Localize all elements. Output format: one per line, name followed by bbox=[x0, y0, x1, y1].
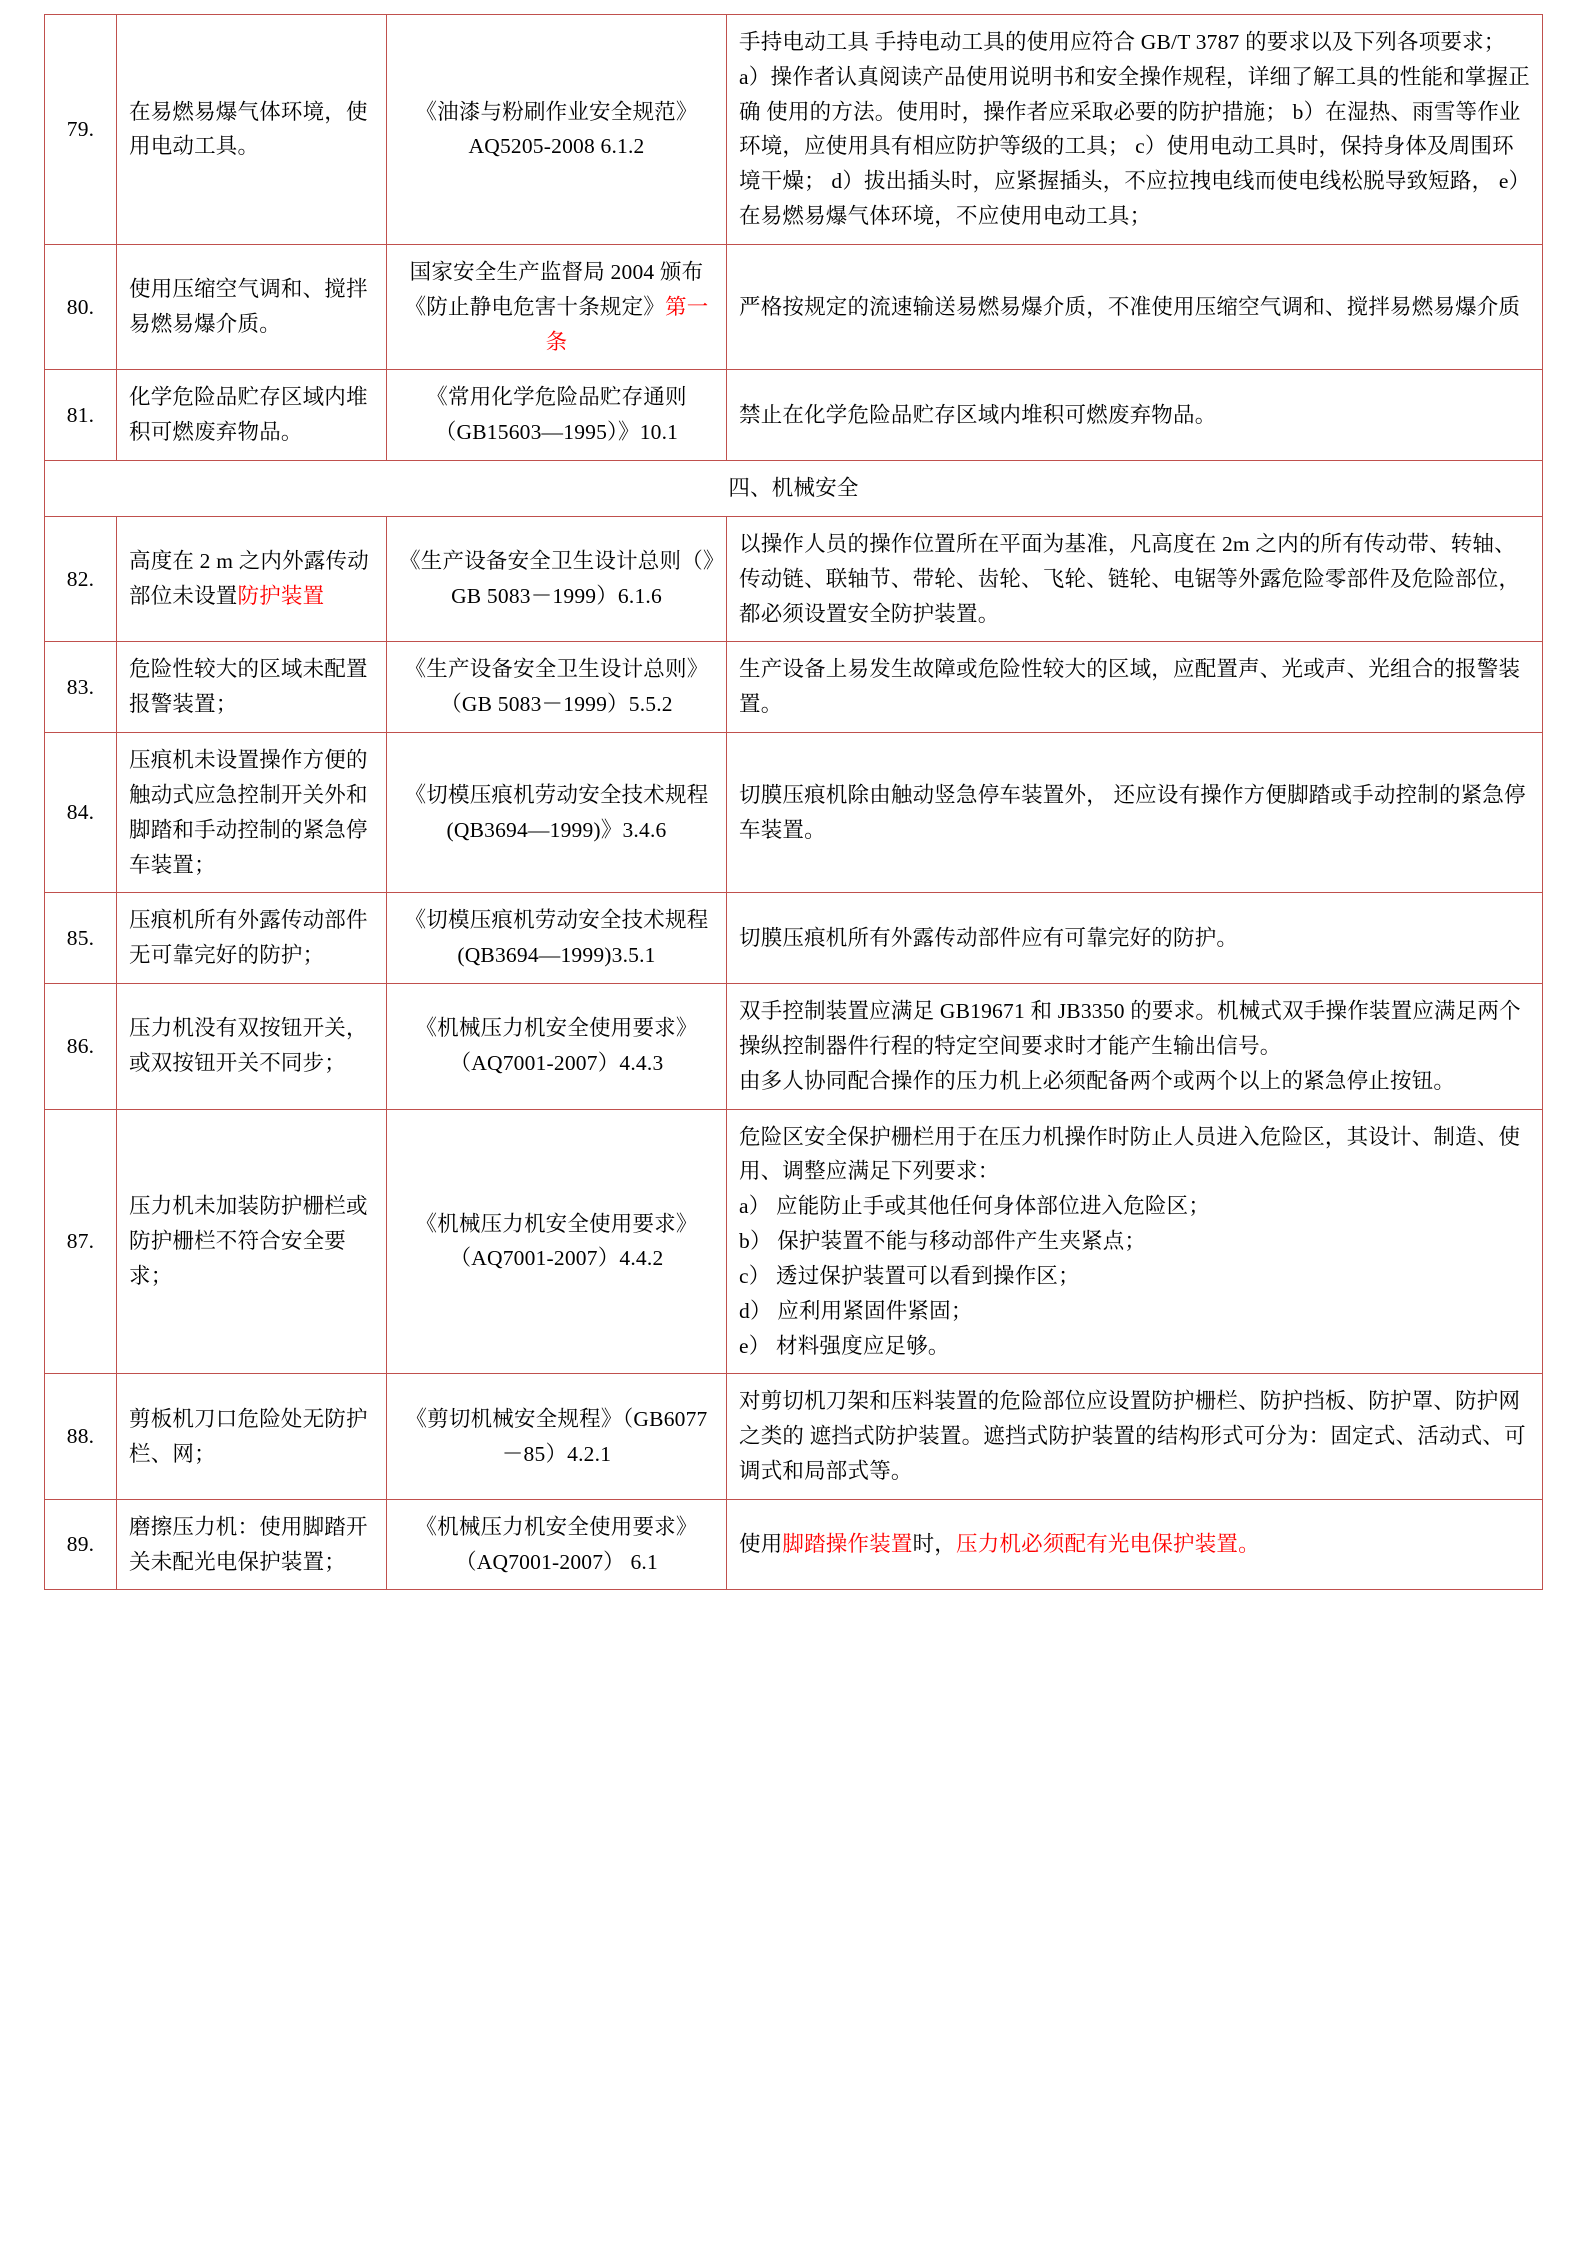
reference-text: 国家安全生产监督局 2004 颁布《防止静电危害十条规定》 bbox=[404, 259, 704, 319]
row-description: 生产设备上易发生故障或危险性较大的区域，应配置声、光或声、光组合的报警装置。 bbox=[727, 642, 1543, 733]
description-highlight: 脚踏操作装置 bbox=[782, 1532, 913, 1557]
row-reference: 《油漆与粉刷作业安全规范》AQ5205-2008 6.1.2 bbox=[387, 15, 727, 245]
row-number: 86. bbox=[45, 984, 117, 1109]
description-text: 使用 bbox=[739, 1532, 783, 1557]
row-item: 危险性较大的区域未配置报警装置； bbox=[117, 642, 387, 733]
row-item: 在易燃易爆气体环境，使用电动工具。 bbox=[117, 15, 387, 245]
row-reference bbox=[387, 244, 727, 369]
table-row bbox=[45, 15, 1543, 245]
table-row bbox=[45, 893, 1543, 984]
row-item: 使用压缩空气调和、搅拌易燃易爆介质。 bbox=[117, 244, 387, 369]
table-row bbox=[45, 1374, 1543, 1499]
row-item: 压痕机未设置操作方便的触动式应急控制开关外和脚踏和手动控制的紧急停车装置； bbox=[117, 733, 387, 893]
section-heading: 四、机械安全 bbox=[45, 461, 1543, 517]
row-item bbox=[117, 516, 387, 641]
row-description: 禁止在化学危险品贮存区域内堆积可燃废弃物品。 bbox=[727, 370, 1543, 461]
row-reference: 《生产设备安全卫生设计总则（》GB 5083－1999）6.1.6 bbox=[387, 516, 727, 641]
row-number: 87. bbox=[45, 1109, 117, 1374]
description-highlight: 压力机必须配有光电保护装置。 bbox=[956, 1532, 1260, 1557]
table-row bbox=[45, 984, 1543, 1109]
description-paragraph: 双手控制装置应满足 GB19671 和 JB3350 的要求。机械式双手操作装置应满足两个操纵控制器件行程的特定空间要求时才能产生输出信号。 bbox=[739, 999, 1521, 1058]
table-row bbox=[45, 244, 1543, 369]
row-number: 82. bbox=[45, 516, 117, 641]
row-item: 压力机没有双按钮开关，或双按钮开关不同步； bbox=[117, 984, 387, 1109]
row-description bbox=[727, 984, 1543, 1109]
row-description bbox=[727, 1109, 1543, 1374]
table-row bbox=[45, 516, 1543, 641]
description-list-item: e） 材料强度应足够。 bbox=[739, 1333, 950, 1358]
description-intro: 危险区安全保护栅栏用于在压力机操作时防止人员进入危险区，其设计、制造、使用、调整应满足下列要求： bbox=[739, 1124, 1521, 1184]
row-description: 手持电动工具 手持电动工具的使用应符合 GB/T 3787 的要求以及下列各项要求； a）操作者认真阅读产品使用说明书和安全操作规程，详细了解工具的性能和掌握正确 使用的方法。使用时，操作者应采取必要的防护措施； b）在湿热、雨雪等作业环境，应使用具有相应防护等级的工具； c）使用电动工具时，保持身体及周围环境干燥； d）拔出插头时，应紧握插头，不应拉拽电线而使电线松脱导致短路， e）在易燃易爆气体环境，不应使用电动工具； bbox=[727, 15, 1543, 245]
description-text: 时， bbox=[912, 1532, 957, 1557]
reference-highlight: 第一条 bbox=[545, 294, 709, 354]
safety-checklist-table bbox=[44, 14, 1543, 1590]
row-number: 81. bbox=[45, 370, 117, 461]
row-reference: 《常用化学危险品贮存通则（GB15603—1995）》10.1 bbox=[387, 370, 727, 461]
description-list-item: b） 保护装置不能与移动部件产生夹紧点； bbox=[739, 1229, 1147, 1254]
description-paragraph: 由多人协同配合操作的压力机上必须配备两个或两个以上的紧急停止按钮。 bbox=[739, 1068, 1456, 1093]
row-description: 切膜压痕机除由触动竖急停车装置外， 还应设有操作方便脚踏或手动控制的紧急停车装置。 bbox=[727, 733, 1543, 893]
row-description: 以操作人员的操作位置所在平面为基准，凡高度在 2m 之内的所有传动带、转轴、传动链、联轴节、带轮、齿轮、飞轮、链轮、电锯等外露危险零部件及危险部位，都必须设置安全防护装置。 bbox=[727, 516, 1543, 641]
row-description: 切膜压痕机所有外露传动部件应有可靠完好的防护。 bbox=[727, 893, 1543, 984]
row-item: 压力机未加装防护栅栏或防护栅栏不符合安全要求； bbox=[117, 1109, 387, 1374]
row-item: 压痕机所有外露传动部件无可靠完好的防护； bbox=[117, 893, 387, 984]
row-number: 84. bbox=[45, 733, 117, 893]
row-item: 剪板机刀口危险处无防护栏、网； bbox=[117, 1374, 387, 1499]
row-reference: 《切模压痕机劳动安全技术规程(QB3694—1999)3.5.1 bbox=[387, 893, 727, 984]
row-reference: 《切模压痕机劳动安全技术规程(QB3694—1999)》3.4.6 bbox=[387, 733, 727, 893]
description-list-item: c） 透过保护装置可以看到操作区； bbox=[739, 1263, 1080, 1288]
row-reference: 《生产设备安全卫生设计总则》（GB 5083－1999）5.5.2 bbox=[387, 642, 727, 733]
table-row bbox=[45, 733, 1543, 893]
row-number: 79. bbox=[45, 15, 117, 245]
table-row bbox=[45, 1109, 1543, 1374]
row-item: 化学危险品贮存区域内堆积可燃废弃物品。 bbox=[117, 370, 387, 461]
row-reference: 《剪切机械安全规程》（GB6077－85）4.2.1 bbox=[387, 1374, 727, 1499]
row-description bbox=[727, 1499, 1543, 1590]
section-heading-row bbox=[45, 461, 1543, 517]
row-reference: 《机械压力机安全使用要求》（AQ7001-2007）4.4.3 bbox=[387, 984, 727, 1109]
row-number: 89. bbox=[45, 1499, 117, 1590]
row-item: 磨擦压力机：使用脚踏开关未配光电保护装置； bbox=[117, 1499, 387, 1590]
row-number: 85. bbox=[45, 893, 117, 984]
row-item-highlight: 防护装置 bbox=[237, 584, 325, 609]
row-number: 83. bbox=[45, 642, 117, 733]
row-description: 严格按规定的流速输送易燃易爆介质，不准使用压缩空气调和、搅拌易燃易爆介质 bbox=[727, 244, 1543, 369]
table-row bbox=[45, 370, 1543, 461]
row-description: 对剪切机刀架和压料装置的危险部位应设置防护栅栏、防护挡板、防护罩、防护网之类的 遮挡式防护装置。遮挡式防护装置的结构形式可分为：固定式、活动式、可调式和局部式等。 bbox=[727, 1374, 1543, 1499]
description-list-item: d） 应利用紧固件紧固； bbox=[739, 1298, 973, 1323]
description-list-item: a） 应能防止手或其他任何身体部位进入危险区； bbox=[739, 1194, 1211, 1219]
row-number: 80. bbox=[45, 244, 117, 369]
row-reference: 《机械压力机安全使用要求》（AQ7001-2007）4.4.2 bbox=[387, 1109, 727, 1374]
table-row bbox=[45, 1499, 1543, 1590]
table-row bbox=[45, 642, 1543, 733]
row-item-text: 高度在 2 m 之内外露传动部位未设置 bbox=[129, 549, 369, 609]
row-reference: 《机械压力机安全使用要求》（AQ7001-2007） 6.1 bbox=[387, 1499, 727, 1590]
row-number: 88. bbox=[45, 1374, 117, 1499]
